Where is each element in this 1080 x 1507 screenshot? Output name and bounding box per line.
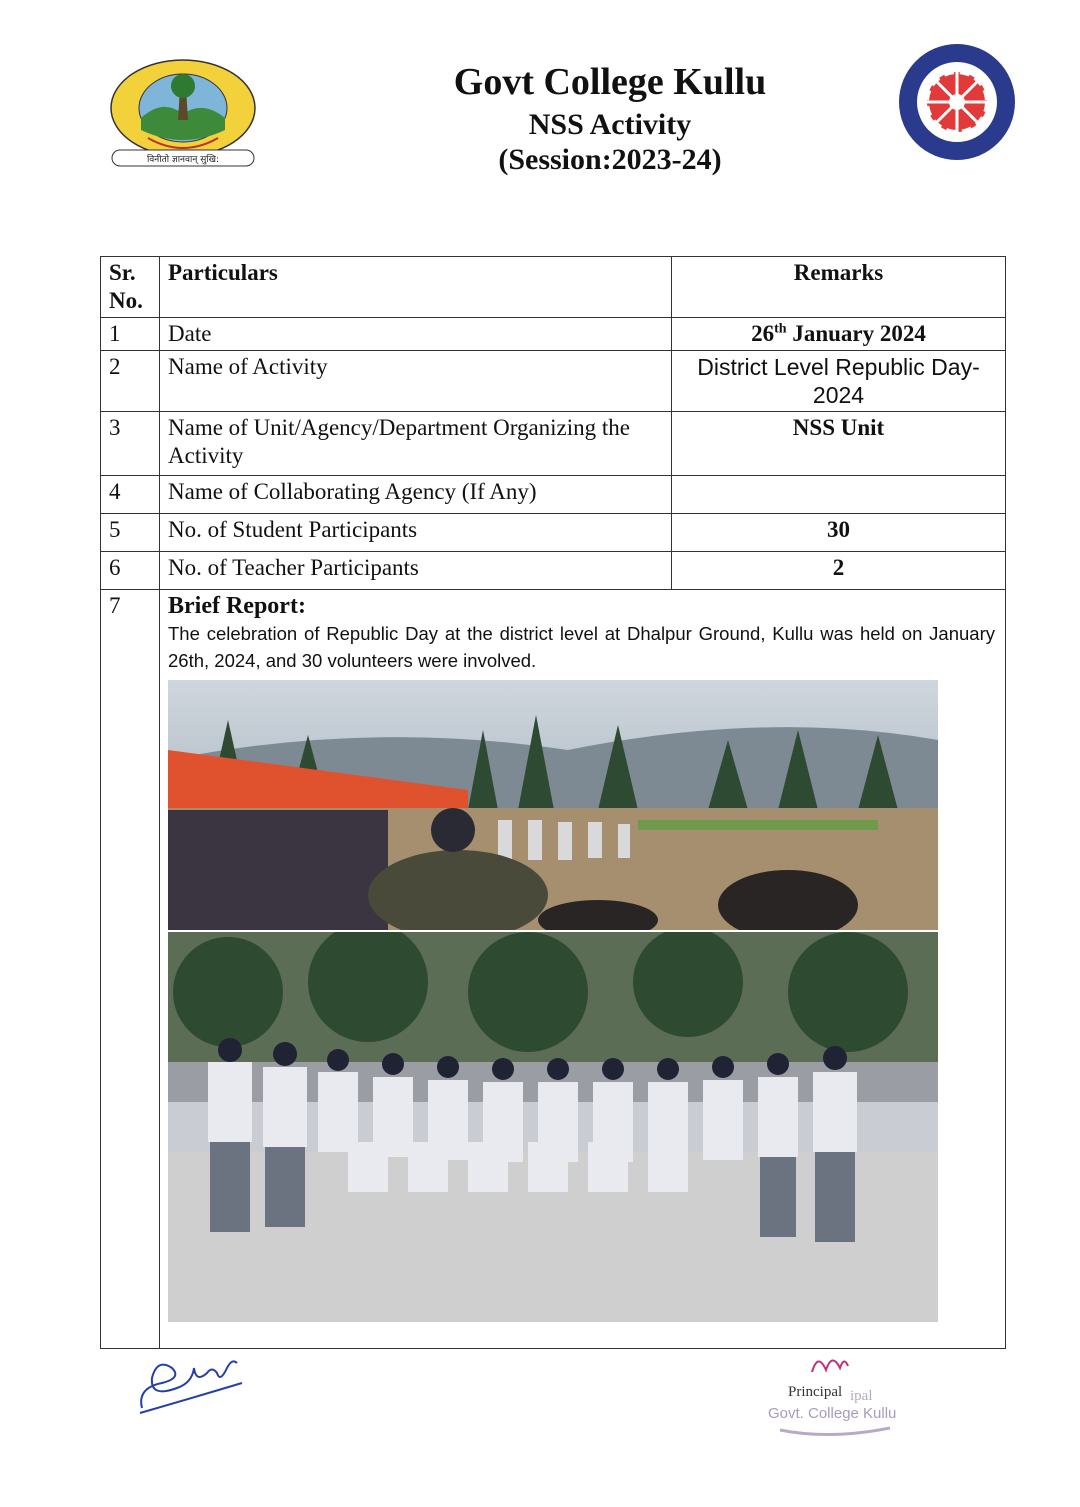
activity-report-table (100, 256, 1006, 1349)
particular-label: Name of Activity (160, 351, 672, 412)
table-header-row (101, 257, 1006, 318)
principal-label: Principal (788, 1384, 843, 1400)
signature-icon (132, 1338, 252, 1420)
particular-label: Name of Collaborating Agency (If Any) (160, 476, 672, 514)
stamp-text: Govt. College Kullu (768, 1405, 897, 1422)
college-emblem-icon (108, 58, 258, 168)
activity-name-value: District Level Republic Day-2024 (672, 351, 1006, 412)
header-remarks: Remarks (672, 257, 1006, 318)
teacher-count-value: 2 (672, 552, 1006, 590)
particular-label: Date (160, 318, 672, 351)
college-name: Govt College Kullu (453, 61, 767, 103)
organizer-value: NSS Unit (672, 412, 1006, 476)
sr-number: 4 (101, 476, 160, 514)
session-label: (Session:2023-24) (498, 143, 722, 176)
particular-label: No. of Teacher Participants (160, 552, 672, 590)
brief-report-cell (160, 590, 1006, 1349)
header-sr-no: Sr. No. (101, 257, 160, 318)
group-photo (168, 932, 938, 1322)
sr-number: 3 (101, 412, 160, 476)
nss-emblem-icon (880, 42, 1034, 162)
sr-number: 2 (101, 351, 160, 412)
sr-number: 5 (101, 514, 160, 552)
activity-title: NSS Activity (528, 108, 692, 141)
table-row (101, 476, 1006, 514)
table-row (101, 412, 1006, 476)
collaborator-value (672, 476, 1006, 514)
sr-number: 6 (101, 552, 160, 590)
header-particulars: Particulars (160, 257, 672, 318)
table-row (101, 552, 1006, 590)
svg-text:ipal: ipal (850, 1388, 873, 1404)
student-count-value: 30 (672, 514, 1006, 552)
table-row (101, 351, 1006, 412)
college-motto: विनीतो ज्ञानवान् सुखि: (146, 155, 220, 165)
brief-report-title: Brief Report: (168, 593, 306, 619)
date-value: 26th January 2024 (672, 318, 1006, 351)
brief-report-text: The celebration of Republic Day at the district level at Dhalpur Ground, Kullu was held on January 26th, 2024, and 30 volunteers were involved. (168, 623, 995, 671)
table-row (101, 514, 1006, 552)
sr-number: 7 (101, 590, 160, 1349)
particular-label: No. of Student Participants (160, 514, 672, 552)
parade-photo (168, 680, 938, 930)
particular-label: Name of Unit/Agency/Department Organizing the Activity (160, 412, 672, 476)
photo-collage (168, 680, 938, 1322)
table-row (101, 590, 1006, 1349)
table-row (101, 318, 1006, 351)
sr-number: 1 (101, 318, 160, 351)
